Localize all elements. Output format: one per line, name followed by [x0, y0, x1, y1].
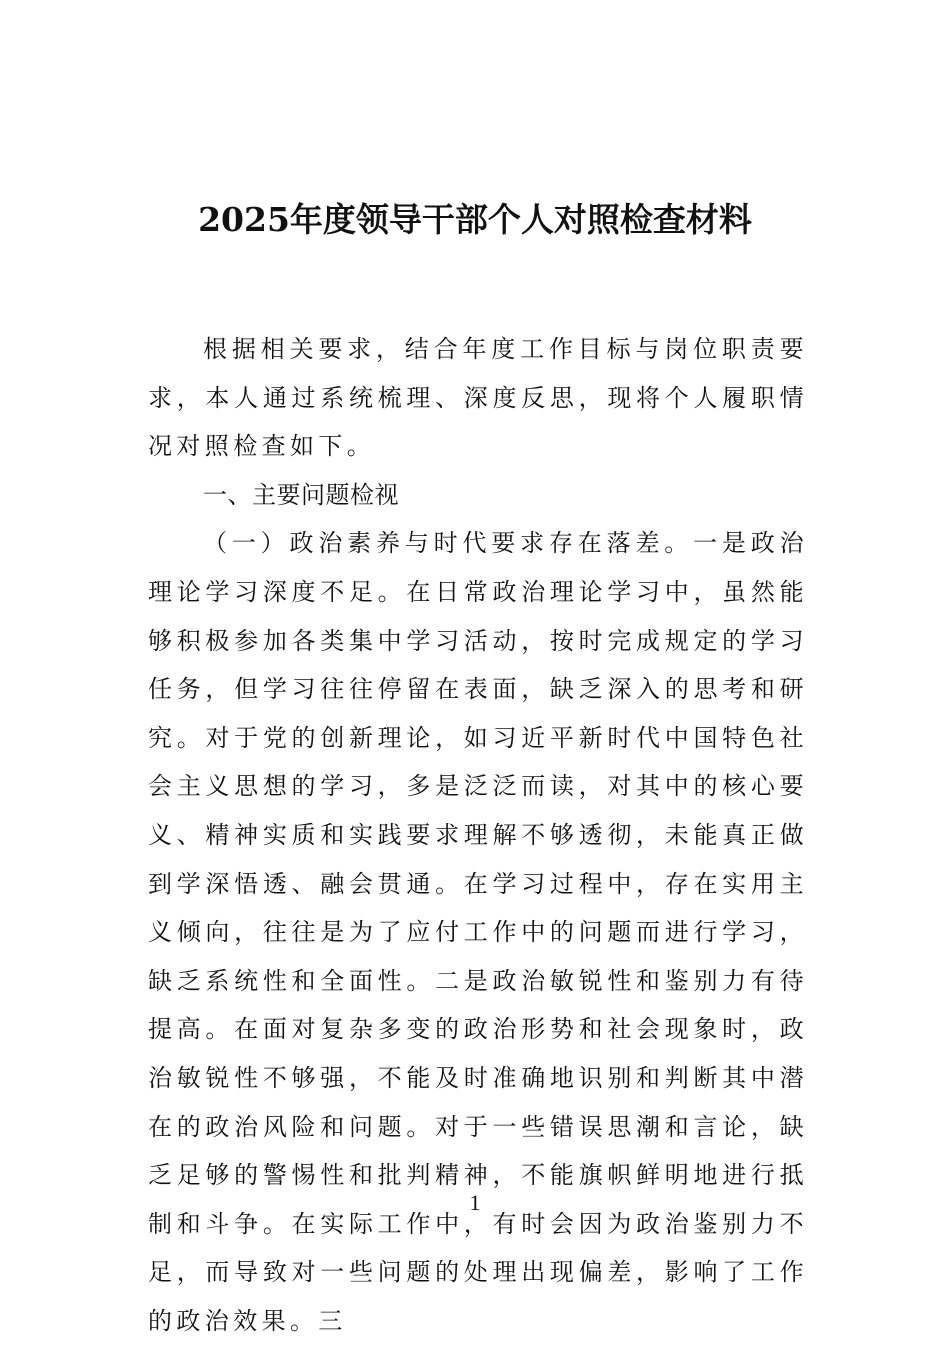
section-heading: 一、主要问题检视: [203, 480, 399, 509]
document-title: 2025年度领导干部个人对照检查材料: [198, 200, 752, 239]
section-paragraph: （一）政治素养与时代要求存在落差。一是政治理论学习深度不足。在日常政治理论学习中，虽然能够积极参加各类集中学习活动，按时完成规定的学习任务，但学习往往停留在表面，缺乏深入的思考和研究。对于党的创新理论，如习近平新时代中国特色社会主义思想的学习，多是泛泛而读，对其中的核心要义、精神实质和实践要求理解不够透彻，未能真正做到学深悟透、融会贯通。在学习过程中，存在实用主义倾向，往往是为了应付工作中的问题而进行学习，缺乏系统性和全面性。二是政治敏锐性和鉴别力有待提高。在面对复杂多变的政治形势和社会现象时，政治敏锐性不够强，不能及时准确地识别和判断其中潜在的政治风险和问题。对于一些错误思潮和言论，缺乏足够的警惕性和批判精神，不能旗帜鲜明地进行抵制和斗争。在实际工作中，有时会因为政治鉴别力不足，而导致对一些问题的处理出现偏差，影响了工作的政治效果。三: [148, 529, 808, 1335]
intro-paragraph: 根据相关要求，结合年度工作目标与岗位职责要求，本人通过系统梳理、深度反思，现将个人履职情况对照检查如下。: [148, 335, 808, 461]
page-number: 1: [469, 1190, 481, 1215]
